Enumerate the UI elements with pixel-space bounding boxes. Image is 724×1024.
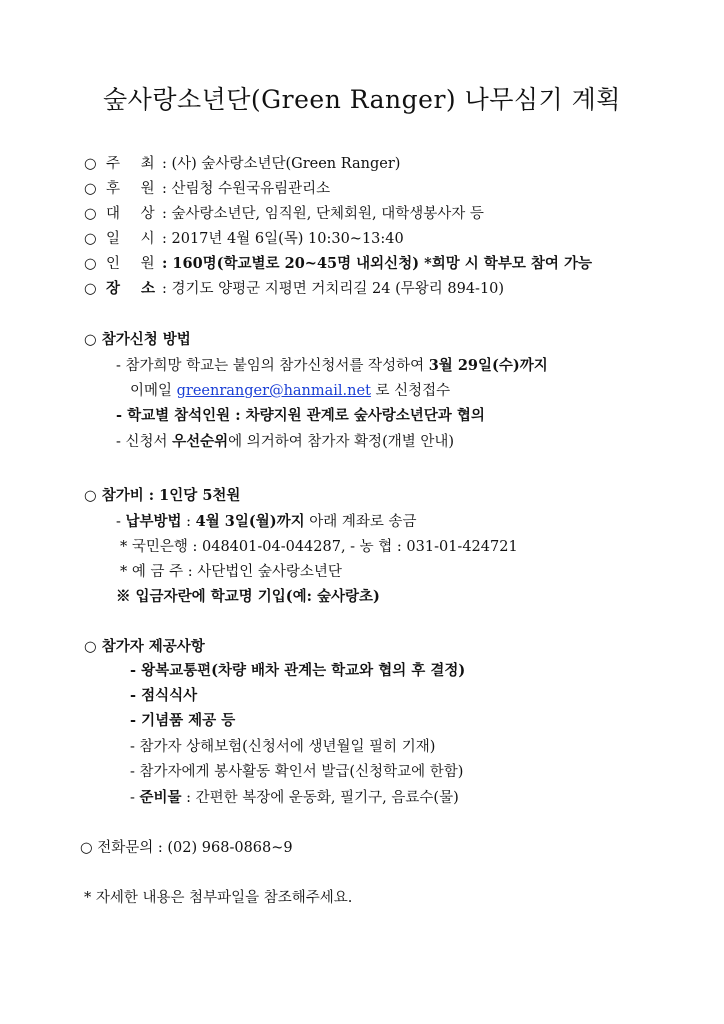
email-link[interactable]: greenranger@hanmail.net xyxy=(176,383,371,399)
fee-text: : xyxy=(181,514,196,530)
apply-heading: ○ 참가신청 방법 xyxy=(84,331,191,348)
apply-line-1 xyxy=(116,354,548,375)
apply-text: 에 의거하여 참가자 확정(개별 안내) xyxy=(228,434,455,450)
fee-text: - xyxy=(116,514,126,530)
circle-bullet: ○ xyxy=(84,255,97,272)
overview-target xyxy=(84,202,484,223)
provide-supplies-label: 준비물 xyxy=(139,789,182,806)
overview-label: 대 상 xyxy=(106,206,163,222)
apply-text: 이메일 xyxy=(130,383,177,399)
overview-label: 일 시 xyxy=(106,231,163,247)
overview-value: : 숲사랑소년단, 임직원, 단체회원, 대학생봉사자 등 xyxy=(162,206,484,222)
circle-bullet: ○ xyxy=(84,281,97,297)
provide-item-supplies xyxy=(130,786,459,807)
apply-deadline: 3월 29일(수)까지 xyxy=(428,357,548,374)
apply-text: 로 신청접수 xyxy=(370,383,451,399)
fee-accounts: * 국민은행 : 048401-04-044287, - 농 협 : 031-01-424721 xyxy=(120,539,518,555)
apply-line-2 xyxy=(130,379,450,400)
provide-item-lunch: - 점식식사 xyxy=(130,687,198,704)
apply-priority: 우선순위 xyxy=(172,433,229,450)
fee-account-holder: * 예 금 주 : 사단법인 숲사랑소년단 xyxy=(120,564,342,580)
overview-value: : 2017년 4월 6일(목) 10:30~13:40 xyxy=(162,231,404,247)
apply-text: - 신청서 xyxy=(116,434,173,450)
circle-bullet: ○ xyxy=(84,181,97,197)
provide-text: - xyxy=(130,790,140,806)
provide-text: : 간편한 복장에 운동화, 필기구, 음료수(물) xyxy=(181,790,459,806)
fee-line-1 xyxy=(116,510,417,531)
overview-organizer xyxy=(84,152,400,173)
provide-item-certificate: - 참가자에게 봉사활동 확인서 발급(신청학교에 한함) xyxy=(130,764,464,780)
fee-remitter-note: ※ 입금자란에 학교명 기입(예: 숲사랑초) xyxy=(116,588,380,605)
overview-headcount xyxy=(84,252,592,273)
provide-item-souvenir: - 기념품 제공 등 xyxy=(130,712,236,729)
overview-datetime xyxy=(84,227,404,248)
apply-text: - 참가희망 학교는 붙임의 참가신청서를 작성하여 xyxy=(116,358,429,374)
fee-heading: ○ 참가비 : 1인당 5천원 xyxy=(84,487,241,504)
overview-label: 주 최 xyxy=(106,156,163,172)
overview-label: 인 원 xyxy=(106,256,163,272)
provide-item-transport: - 왕복교통편(차량 배차 관계는 학교와 협의 후 결정) xyxy=(130,662,466,679)
apply-line-4 xyxy=(116,430,454,451)
overview-location xyxy=(84,277,504,298)
overview-value: : 160명(학교별로 20~45명 내외신청) *희망 시 학부모 참여 가능 xyxy=(162,255,592,272)
circle-bullet: ○ xyxy=(84,206,97,222)
attachment-note: * 자세한 내용은 첨부파일을 참조해주세요. xyxy=(84,890,353,906)
apply-line-3: - 학교별 참석인원 : 차량지원 관계로 숲사랑소년단과 협의 xyxy=(116,407,485,424)
provide-item-insurance: - 참가자 상해보험(신청서에 생년월일 필히 기재) xyxy=(130,739,436,755)
circle-bullet: ○ xyxy=(84,231,97,247)
fee-deadline: 4월 3일(월)까지 xyxy=(195,513,305,530)
overview-sponsor xyxy=(84,177,330,198)
overview-value: : (사) 숲사랑소년단(Green Ranger) xyxy=(162,156,401,172)
fee-text: 아래 계좌로 송금 xyxy=(304,514,417,530)
phone-inquiry: ○ 전화문의 : (02) 968-0868~9 xyxy=(80,840,293,856)
overview-label: 후 원 xyxy=(106,181,163,197)
overview-value: : 경기도 양평군 지평면 거치리길 24 (무왕리 894-10) xyxy=(162,281,505,297)
provide-heading: ○ 참가자 제공사항 xyxy=(84,638,205,655)
overview-value: : 산림청 수원국유림관리소 xyxy=(162,181,331,197)
fee-method-label: 납부방법 xyxy=(125,513,182,530)
circle-bullet: ○ xyxy=(84,156,97,172)
page-title: 숲사랑소년단(Green Ranger) 나무심기 계획 xyxy=(103,85,621,114)
overview-label: 장 소 xyxy=(106,280,164,297)
